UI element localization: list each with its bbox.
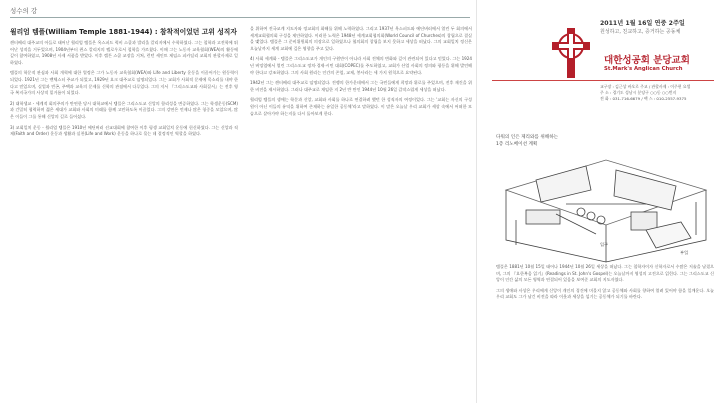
paragraph: 그의 생애와 사상은 우리에게 신앙이 개인의 경건에 머물지 않고 공동체와 사회를 향하여 열려 있어야 함을 일깨운다. 오늘 우리 교회도 그가 남긴 비전을 따라 이웃과 세상을 섬기는 공동체가 되기를 바란다. — [496, 287, 714, 300]
info-line: 교구장 : 김근상 바오로 주교 / 관할사제 : 이주현 요셉 — [600, 84, 691, 89]
paragraph: 템플의 학문적 관심과 사회 개혁에 대한 열정은 그가 노동자 교육협회(WEA)와 Life and Liberty 운동을 이끌어가는 원동력이 되었다. 1921년 그는 맨체스터 주교가 되었고, 1929년 요크 대주교로 임명되었다. 그는 교회가 사회적 문제에 목소리를 내야 한다고 믿었으며, 실업과 빈곤, 주택과 교육의 문제를 신학의 관점에서 다루었다. 그의 저서 『그리스도교와 사회질서』는 전후 영국 복지국가의 사상적 밑거름이 되었다. — [10, 70, 238, 96]
column-divider — [476, 0, 477, 403]
label-kitchen: 부엌 — [680, 250, 689, 255]
label-entrance: 입구 — [600, 242, 609, 247]
article-column-2 — [250, 26, 472, 384]
church-info — [600, 84, 690, 103]
header-divider — [492, 80, 714, 81]
paragraph: 윌리엄 템플의 생애는 학문과 신앙, 교회와 사회를 하나로 연결하려 했던 한 성직자의 여정이었다. 그는 '교회는 자신의 구성원이 아닌 이들의 유익을 위하여 존재하는 유일한 공동체'라고 말하였다. 이 말은 오늘날 우리 교회가 세상 속에서 어떠한 모습으로 살아가야 하는지를 다시 돌아보게 한다. — [250, 97, 472, 116]
church-name-english: St.Mark's Anglican Church — [604, 66, 683, 72]
paragraph: 4) 사회 세계화 - 템플은 그리스도교가 개인의 구원만이 아니라 사회 전체의 변화와 깊이 관련되어 있다고 믿었다. 그는 1924년 버밍엄에서 열린 그리스도교 정치·경제·시민 대회(COPEC)를 주도하였고, 교회가 산업 사회의 정의와 평등을 위해 발언해야 한다고 강조하였다. 그의 사회 원리는 인간의 존엄, 교제, 봉사라는 세 가지 원칙으로 요약된다. — [250, 56, 472, 75]
article-column-1 — [10, 40, 238, 398]
caption-line: 다워의 인은 제리와를 위해하는 — [496, 135, 559, 140]
info-line: 주 소 : 경기도 성남시 분당구 ○○동 ○○번지 — [600, 90, 677, 96]
caption-line: 1층 리노베이션 계획 — [496, 142, 538, 148]
paragraph: 3) 교회일치 운동 - 윌리엄 템플은 1910년 에딘버러 선교대회에 참여한 이후 평생 교회일치 운동에 헌신하였다. 그는 신앙과 직제(Faith and Order) 운동과 생활과 실천(Life and Work) 운동을 하나로 묶는 데 결정적인 역할을 하였다. — [10, 124, 238, 137]
church-name-korean: 대한성공회 분당교회 — [604, 55, 690, 66]
article-column-3 — [496, 264, 714, 400]
paragraph: 을 위하여 전국교계 지도자와 정교회의 화해를 위해 노력하였다. 그리고 1937년 옥스퍼드와 에딘버러에서 열린 두 회의에서 세계교회협의회 구성을 제안하였다. 이러한 노력은 1948년 세계교회협의회(World Council of Churches)의 창립으로 결실을 맺었다. 템플은 그 준비위원회의 의장으로 일하였으나 협의회의 창립을 보지 못하고 세상을 떠났다. 그의 교회일치 정신은 오늘날까지 세계 교회에 깊은 영향을 주고 있다. — [250, 26, 472, 51]
kicker-divider — [10, 17, 470, 18]
paragraph: 템플은 1881년 10월 15일 태어나 1944년 10월 26일 세상을 떠났다. 그는 철학자이자 신학자로서 수많은 저술을 남겼으며, 그의 『요한복음 읽기』(Readings in St. John's Gospel)는 오늘날까지 영성의 고전으로 읽힌다. 그는 그리스도교 신앙이 인간 삶의 모든 영역과 연결되어 있음을 보여준 교회의 지도자였다. — [496, 264, 714, 283]
paragraph: 캔터베리 대주교의 아들로 태어난 윌리엄 템플은 옥스퍼드 럭비 스쿨과 발리올 칼리지에서 수학하였다. 그는 철학과 고전학에 뛰어난 성적을 거두었으며, 1904년부터 퀸스 칼리지의 펠로우로서 철학을 가르쳤다. 이때 그는 노동자 교육협회(WEA)의 활동에 깊이 참여하였고, 1908년 사제 서품을 받았다. 이후 렙튼 스쿨 교장을 거쳐, 런던 세인트 제임스 피카딜리 교회의 관할사제로 일하였다. — [10, 40, 238, 65]
info-line: 전 화 : 031-716-6679 / 팩 스 : 010-2557-9375 — [600, 96, 687, 102]
paragraph: 2) 대학생교 - 세계적 회의주의가 만연한 당시 대학교에서 템플은 그리스도교 신앙의 합리성을 변증하였다. 그는 학생운동(SCM)과 긴밀히 협력하며 젊은 세대가 교회와 사회의 미래를 함께 고민하도록 이끌었다. 그의 강연은 언제나 많은 청중을 모았으며, 많은 이들이 그를 통해 신앙의 길로 들어섰다. — [10, 100, 238, 119]
bulletin-date: 2011년 1월 16일 연중 2주일 — [600, 20, 685, 27]
section-kicker: 성수의 강 — [10, 7, 38, 15]
article-title: 윌리엄 템플(William Temple 1881-1944) : 참착적이었던 고위 성직자 — [10, 28, 237, 36]
bulletin-motto: 원성하고, 친교하고, 증거하는 공동체 — [600, 29, 681, 35]
figure-caption — [496, 134, 558, 148]
church-cross-emblem-icon — [548, 24, 594, 82]
paragraph: 1942년 그는 캔터베리 대주교로 임명되었다. 전쟁의 한가운데에서 그는 국민들에게 희망과 위로를 주었으며, 전후 재건을 위한 비전을 제시하였다. 그러나 대주교로 재임한 지 2년 반 만인 1944년 10월 26일 갑작스럽게 세상을 떠났다. — [250, 80, 472, 92]
